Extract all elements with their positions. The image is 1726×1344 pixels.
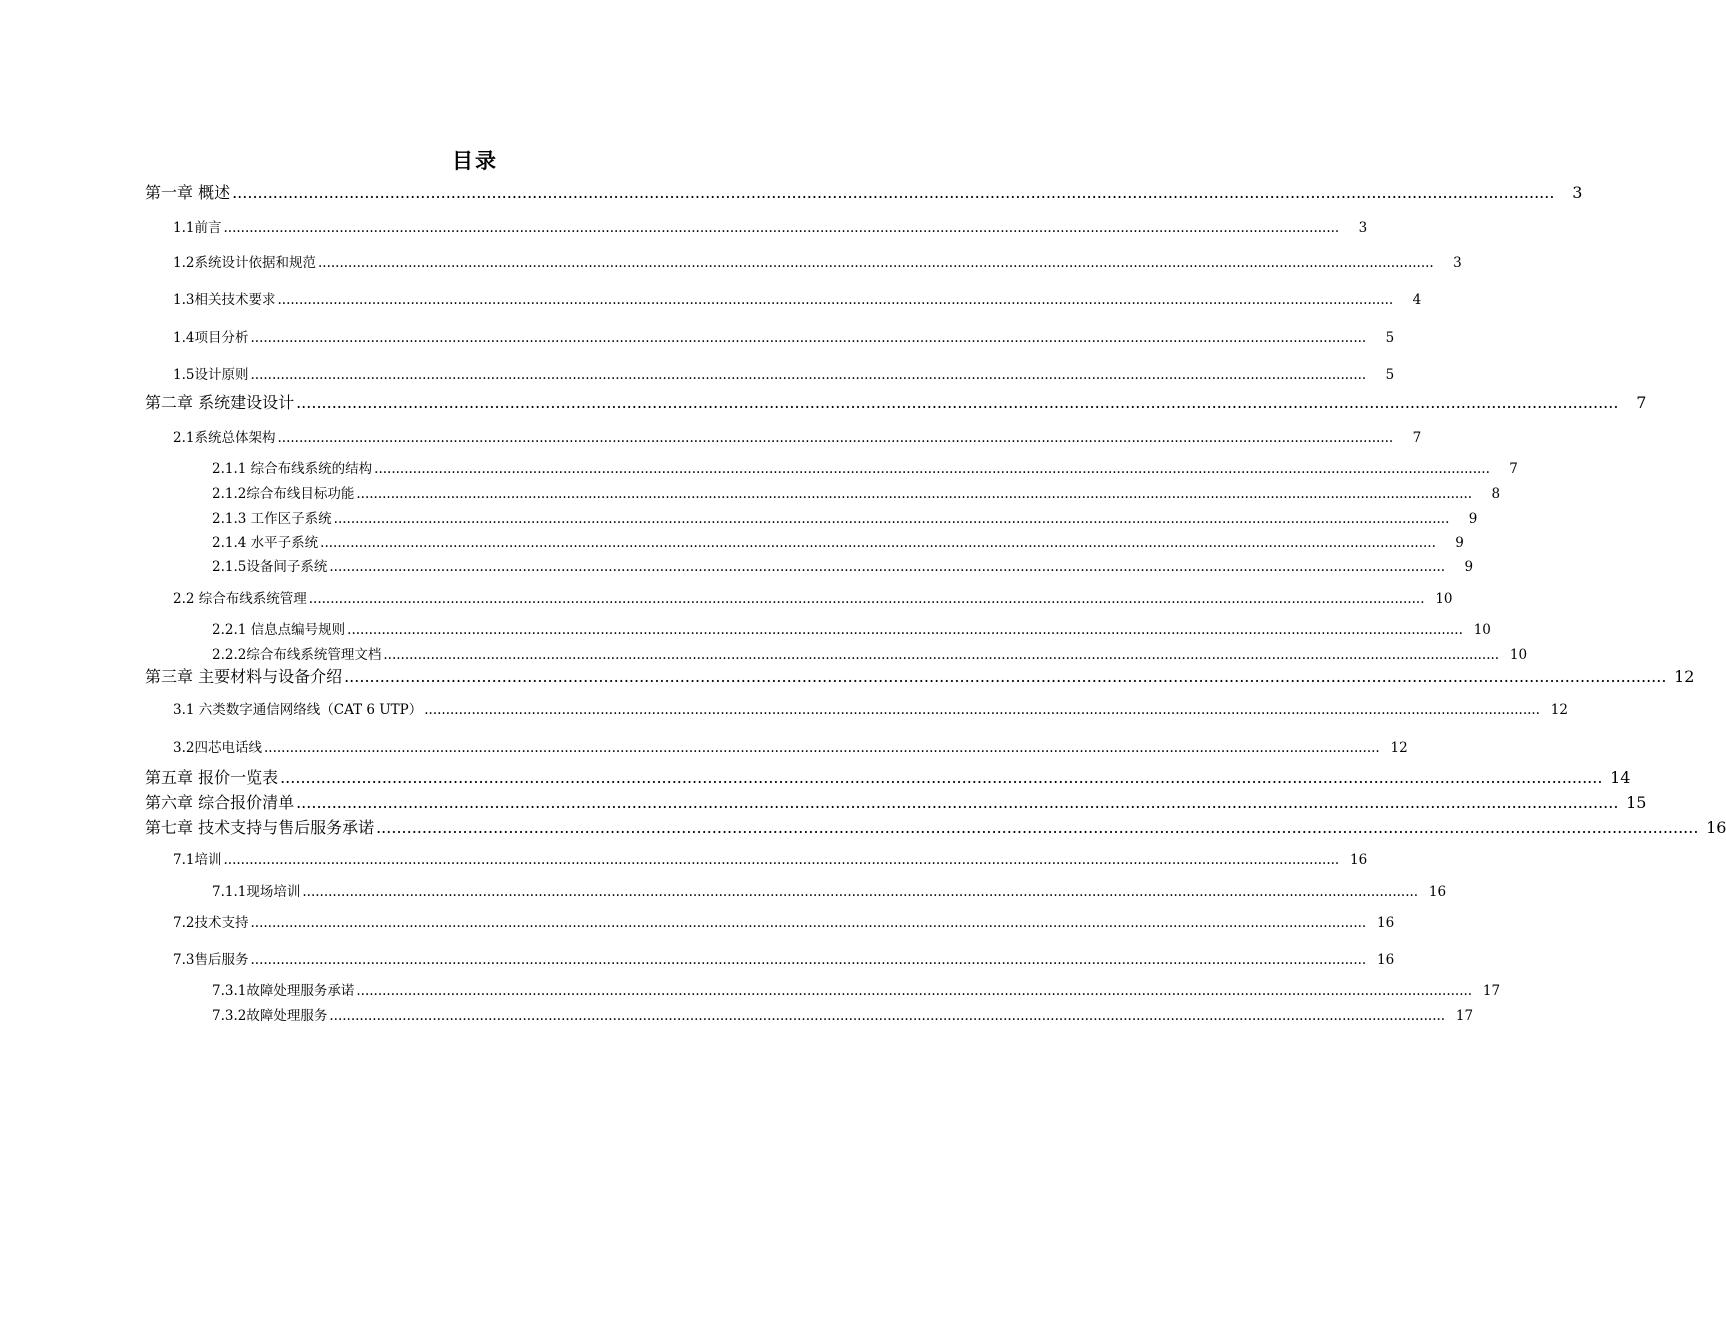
toc-entry-page: 3 bbox=[1453, 255, 1462, 271]
toc-entry-page: 16 bbox=[1377, 952, 1395, 968]
toc-dot-leader: .................................................................................................................................................................................................................................................................... bbox=[329, 1008, 1446, 1024]
toc-entry[interactable] bbox=[173, 699, 1568, 721]
toc-entry-page: 5 bbox=[1385, 367, 1395, 383]
toc-dot-leader: .................................................................................................................................................................................................................................................................... bbox=[383, 647, 1500, 663]
toc-entry[interactable] bbox=[212, 644, 1528, 666]
toc-entry-page: 3 bbox=[1358, 220, 1368, 236]
toc-dot-leader: .................................................................................................................................................................................................................................................................... bbox=[296, 793, 1619, 812]
toc-entry-page: 9 bbox=[1468, 511, 1478, 527]
toc-entry[interactable] bbox=[173, 252, 1462, 274]
toc-dot-leader: .................................................................................................................................................................................................................................................................... bbox=[280, 768, 1603, 787]
toc-entry-page: 5 bbox=[1385, 330, 1395, 346]
toc-entry-page: 12 bbox=[1390, 740, 1408, 756]
toc-entry-page: 9 bbox=[1464, 559, 1474, 575]
toc-entry[interactable] bbox=[212, 532, 1464, 554]
toc-dot-leader: .................................................................................................................................................................................................................................................................... bbox=[344, 667, 1667, 686]
toc-entry-label: 1.2系统设计依据和规范 bbox=[173, 255, 316, 271]
toc-entry-label: 第一章 概述 bbox=[145, 183, 231, 202]
toc-entry-label: 7.3售后服务 bbox=[173, 952, 249, 968]
toc-entry-label: 1.1前言 bbox=[173, 220, 222, 236]
toc-entry-label: 2.2.1 信息点编号规则 bbox=[212, 622, 346, 638]
toc-entry-page: 9 bbox=[1455, 535, 1464, 551]
toc-dot-leader: .................................................................................................................................................................................................................................................................... bbox=[277, 430, 1394, 446]
toc-entry-page: 16 bbox=[1377, 915, 1395, 931]
toc-entry-page: 15 bbox=[1626, 793, 1647, 812]
toc-entry-label: 第二章 系统建设设计 bbox=[145, 393, 295, 412]
toc-entry-label: 3.1 六类数字通信网络线（CAT 6 UTP） bbox=[173, 702, 423, 718]
toc-dot-leader: .................................................................................................................................................................................................................................................................... bbox=[317, 255, 1434, 271]
toc-entry-label: 2.2 综合布线系统管理 bbox=[173, 591, 307, 607]
toc-entry-page: 7 bbox=[1636, 393, 1647, 412]
toc-entry-label: 1.4项目分析 bbox=[173, 330, 249, 346]
toc-entry-page: 16 bbox=[1350, 852, 1368, 868]
toc-dot-leader: .................................................................................................................................................................................................................................................................... bbox=[250, 952, 1367, 968]
toc-entry-page: 14 bbox=[1610, 768, 1631, 787]
toc-entry-page: 10 bbox=[1509, 647, 1528, 663]
toc-dot-leader: .................................................................................................................................................................................................................................................................... bbox=[374, 461, 1490, 477]
toc-entry-label: 2.1.2综合布线目标功能 bbox=[212, 486, 355, 502]
toc-entry-page: 17 bbox=[1455, 1008, 1474, 1024]
toc-entry[interactable] bbox=[145, 817, 1726, 839]
toc-dot-leader: .................................................................................................................................................................................................................................................................... bbox=[250, 915, 1367, 931]
toc-dot-leader: .................................................................................................................................................................................................................................................................... bbox=[356, 983, 1473, 999]
toc-entry-label: 7.3.2故障处理服务 bbox=[212, 1008, 328, 1024]
toc-dot-leader: .................................................................................................................................................................................................................................................................... bbox=[424, 702, 1540, 718]
toc-entry-label: 2.2.2综合布线系统管理文档 bbox=[212, 647, 382, 663]
toc-entry[interactable] bbox=[212, 483, 1501, 505]
page-title: 目录 bbox=[452, 149, 498, 173]
toc-entry[interactable] bbox=[173, 588, 1453, 610]
toc-dot-leader: .................................................................................................................................................................................................................................................................... bbox=[250, 330, 1367, 346]
toc-entry[interactable] bbox=[212, 619, 1491, 641]
toc-entry-label: 第六章 综合报价清单 bbox=[145, 793, 295, 812]
toc-entry-label: 1.3相关技术要求 bbox=[173, 292, 276, 308]
toc-entry-page: 8 bbox=[1491, 486, 1501, 502]
toc-entry-page: 10 bbox=[1435, 591, 1453, 607]
toc-entry[interactable] bbox=[173, 912, 1395, 934]
toc-entry-page: 12 bbox=[1550, 702, 1568, 718]
toc-dot-leader: .................................................................................................................................................................................................................................................................... bbox=[250, 367, 1367, 383]
toc-entry[interactable] bbox=[145, 182, 1583, 204]
toc-entry[interactable] bbox=[145, 392, 1647, 414]
toc-entry-label: 2.1.5设备间子系统 bbox=[212, 559, 328, 575]
toc-dot-leader: .................................................................................................................................................................................................................................................................... bbox=[376, 818, 1699, 837]
toc-entry-page: 16 bbox=[1706, 818, 1726, 837]
toc-dot-leader: .................................................................................................................................................................................................................................................................... bbox=[223, 852, 1340, 868]
toc-dot-leader: .................................................................................................................................................................................................................................................................... bbox=[329, 559, 1446, 575]
toc-entry[interactable] bbox=[173, 364, 1395, 386]
toc-entry-page: 4 bbox=[1412, 292, 1422, 308]
toc-entry[interactable] bbox=[212, 881, 1447, 903]
toc-dot-leader: .................................................................................................................................................................................................................................................................... bbox=[356, 486, 1473, 502]
toc-entry[interactable] bbox=[173, 289, 1422, 311]
toc-entry-page: 16 bbox=[1428, 884, 1447, 900]
toc-entry-label: 第五章 报价一览表 bbox=[145, 768, 279, 787]
toc-entry[interactable] bbox=[173, 427, 1422, 449]
toc-entry-label: 2.1.4 水平子系统 bbox=[212, 535, 319, 551]
toc-entry[interactable] bbox=[173, 949, 1395, 971]
toc-entry-label: 2.1.3 工作区子系统 bbox=[212, 511, 332, 527]
toc-entry[interactable] bbox=[145, 792, 1647, 814]
toc-entry[interactable] bbox=[173, 327, 1395, 349]
toc-entry-label: 3.2四芯电话线 bbox=[173, 740, 262, 756]
toc-dot-leader: .................................................................................................................................................................................................................................................................... bbox=[333, 511, 1450, 527]
toc-dot-leader: .................................................................................................................................................................................................................................................................... bbox=[277, 292, 1394, 308]
toc-entry-label: 7.2技术支持 bbox=[173, 915, 249, 931]
toc-entry-label: 2.1.1 综合布线系统的结构 bbox=[212, 461, 373, 477]
toc-dot-leader: .................................................................................................................................................................................................................................................................... bbox=[296, 393, 1619, 412]
toc-dot-leader: .................................................................................................................................................................................................................................................................... bbox=[308, 591, 1425, 607]
toc-dot-leader: .................................................................................................................................................................................................................................................................... bbox=[302, 884, 1419, 900]
toc-dot-leader: .................................................................................................................................................................................................................................................................... bbox=[263, 740, 1380, 756]
toc-entry[interactable] bbox=[145, 767, 1631, 789]
toc-entry-label: 7.1培训 bbox=[173, 852, 222, 868]
toc-entry-label: 7.1.1现场培训 bbox=[212, 884, 301, 900]
toc-entry-page: 3 bbox=[1572, 183, 1583, 202]
toc-entry-page: 12 bbox=[1674, 667, 1695, 686]
toc-entry-page: 7 bbox=[1509, 461, 1518, 477]
toc-entry-label: 第七章 技术支持与售后服务承诺 bbox=[145, 818, 375, 837]
toc-entry-label: 7.3.1故障处理服务承诺 bbox=[212, 983, 355, 999]
toc-dot-leader: .................................................................................................................................................................................................................................................................... bbox=[223, 220, 1340, 236]
toc-dot-leader: .................................................................................................................................................................................................................................................................... bbox=[320, 535, 1436, 551]
toc-entry[interactable] bbox=[145, 666, 1695, 688]
toc-entry-label: 2.1系统总体架构 bbox=[173, 430, 276, 446]
toc-dot-leader: .................................................................................................................................................................................................................................................................... bbox=[232, 183, 1555, 202]
toc-entry[interactable] bbox=[212, 508, 1478, 530]
toc-entry-page: 17 bbox=[1482, 983, 1501, 999]
toc-entry-label: 1.5设计原则 bbox=[173, 367, 249, 383]
toc-entry[interactable] bbox=[173, 737, 1408, 759]
toc-entry[interactable] bbox=[212, 458, 1518, 480]
toc-entry-page: 7 bbox=[1412, 430, 1422, 446]
toc-entry[interactable] bbox=[212, 1005, 1474, 1027]
toc-dot-leader: .................................................................................................................................................................................................................................................................... bbox=[347, 622, 1463, 638]
toc-entry[interactable] bbox=[173, 217, 1368, 239]
toc-entry[interactable] bbox=[212, 980, 1501, 1002]
toc-entry-page: 10 bbox=[1473, 622, 1491, 638]
toc-entry[interactable] bbox=[212, 556, 1474, 578]
toc-entry-label: 第三章 主要材料与设备介绍 bbox=[145, 667, 343, 686]
toc-entry[interactable] bbox=[173, 849, 1368, 871]
